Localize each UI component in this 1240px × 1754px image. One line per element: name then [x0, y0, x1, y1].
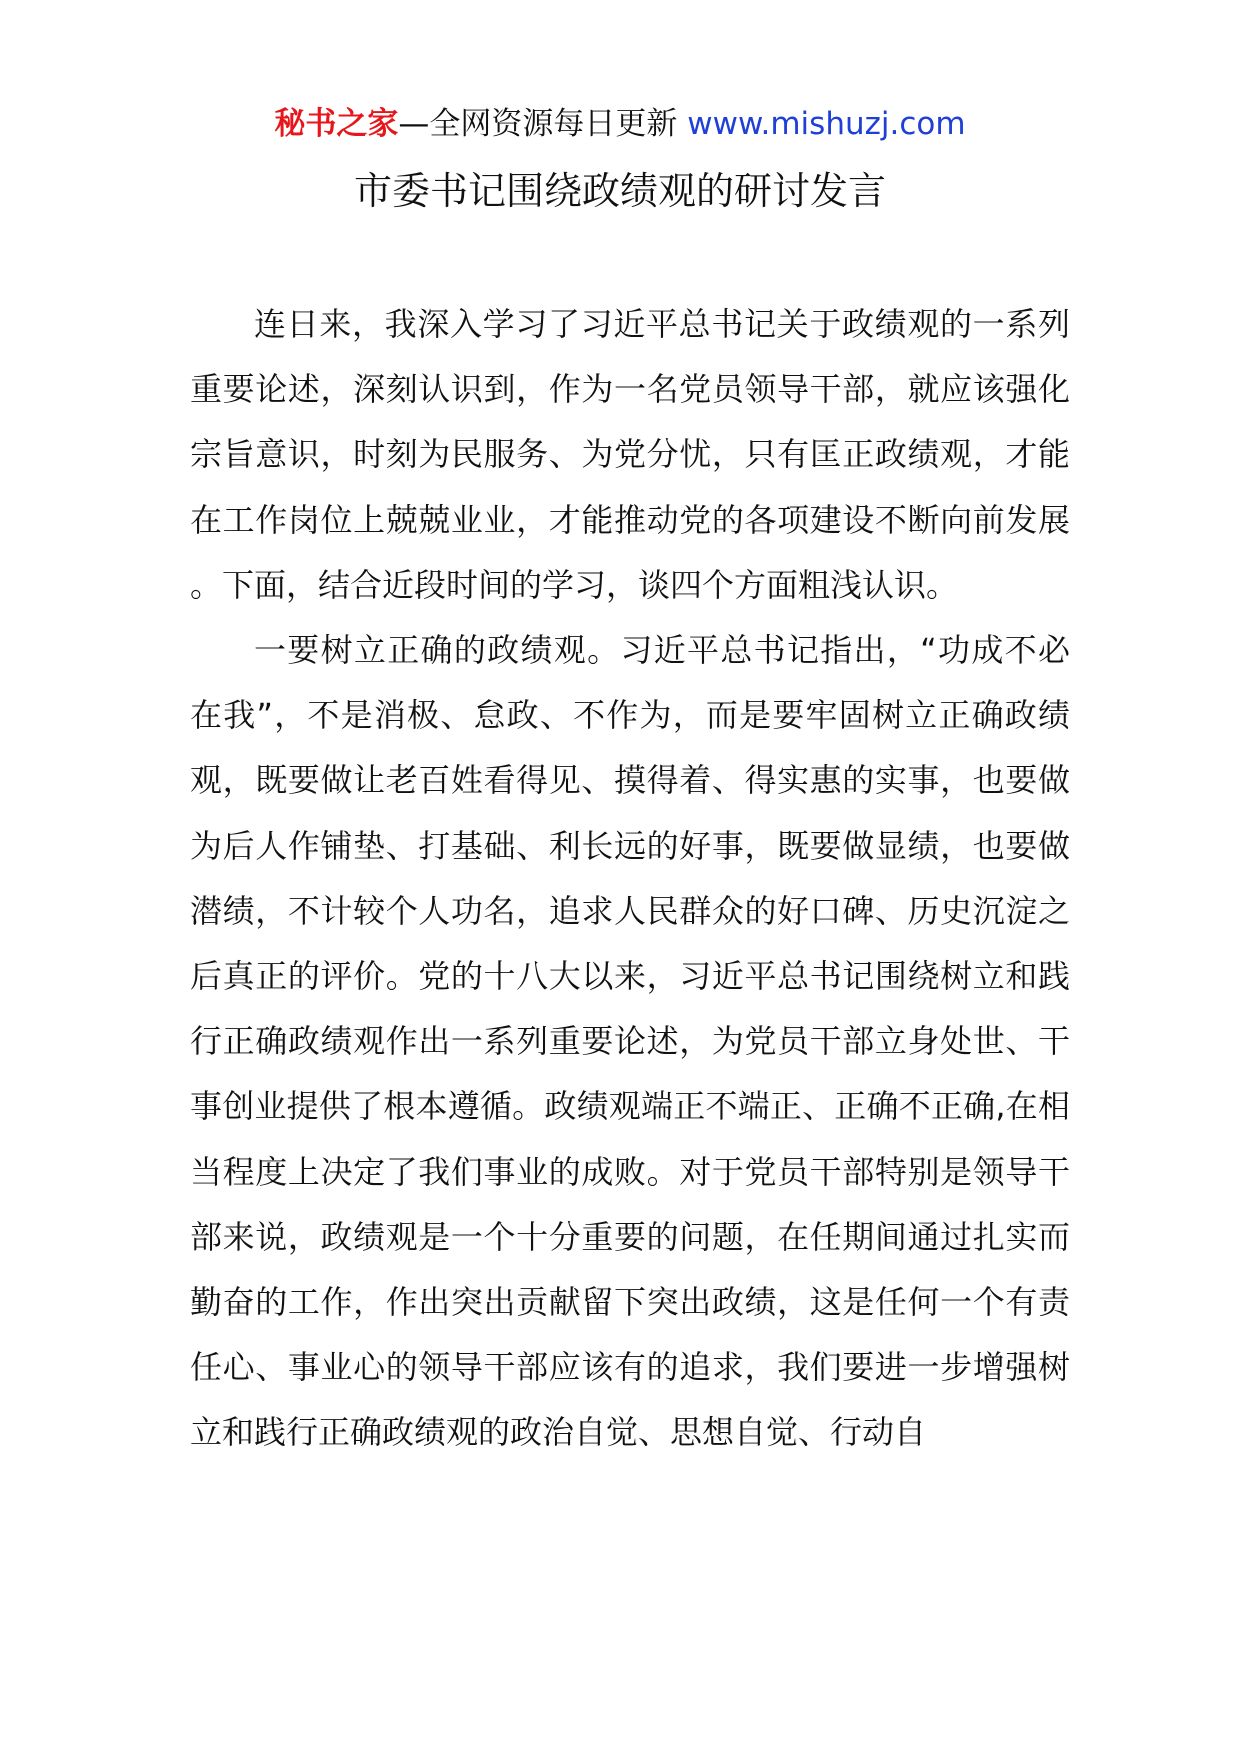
paragraph-intro: 连日来，我深入学习了习近平总书记关于政绩观的一系列重要论述，深刻认识到，作为一名党员领导干部，就应该强化宗旨意识，时刻为民服务、为党分忧，只有匡正政绩观，才能在工作岗位上兢兢业业，才能推动党的各项建设不断向前发展。下面，结合近段时间的学习，谈四个方面粗浅认识。 — [190, 305, 1070, 604]
site-brand: 秘书之家 — [274, 106, 399, 142]
site-url-link[interactable]: www.mishuzj.com — [687, 106, 966, 142]
paragraph-point-one: 一要树立正确的政绩观。习近平总书记指出，“功成不必在我”，不是消极、怠政、不作为，而是要牢固树立正确政绩观，既要做让老百姓看得见、摸得着、得实惠的实事，也要做为后人作铺垫、打基础、利长远的好事，既要做显绩，也要做潜绩，不计较个人功名，追求人民群众的好口碑、历史沉淀之后真正的评价。党的十八大以来，习近平总书记围绕树立和践行正确政绩观作出一系列重要论述，为党员干部立身处世、干事创业提供了根本遵循。政绩观端正不端正、正确不正确,在相当程度上决定了我们事业的成败。对于党员干部特别是领导干部来说，政绩观是一个十分重要的问题，在任期间通过扎实而勤奋的工作，作出突出贡献留下突出政绩，这是任何一个有责任心、事业心的领导干部应该有的追求，我们要进一步增强树立和践行正确政绩观的政治自觉、思想自觉、行动自 — [190, 631, 1070, 1452]
site-header — [0, 104, 1240, 144]
document-title: 市委书记围绕政绩观的研讨发言 — [353, 169, 886, 213]
document-body — [190, 292, 1070, 1466]
site-tagline: —全网资源每日更新 — [398, 106, 678, 142]
